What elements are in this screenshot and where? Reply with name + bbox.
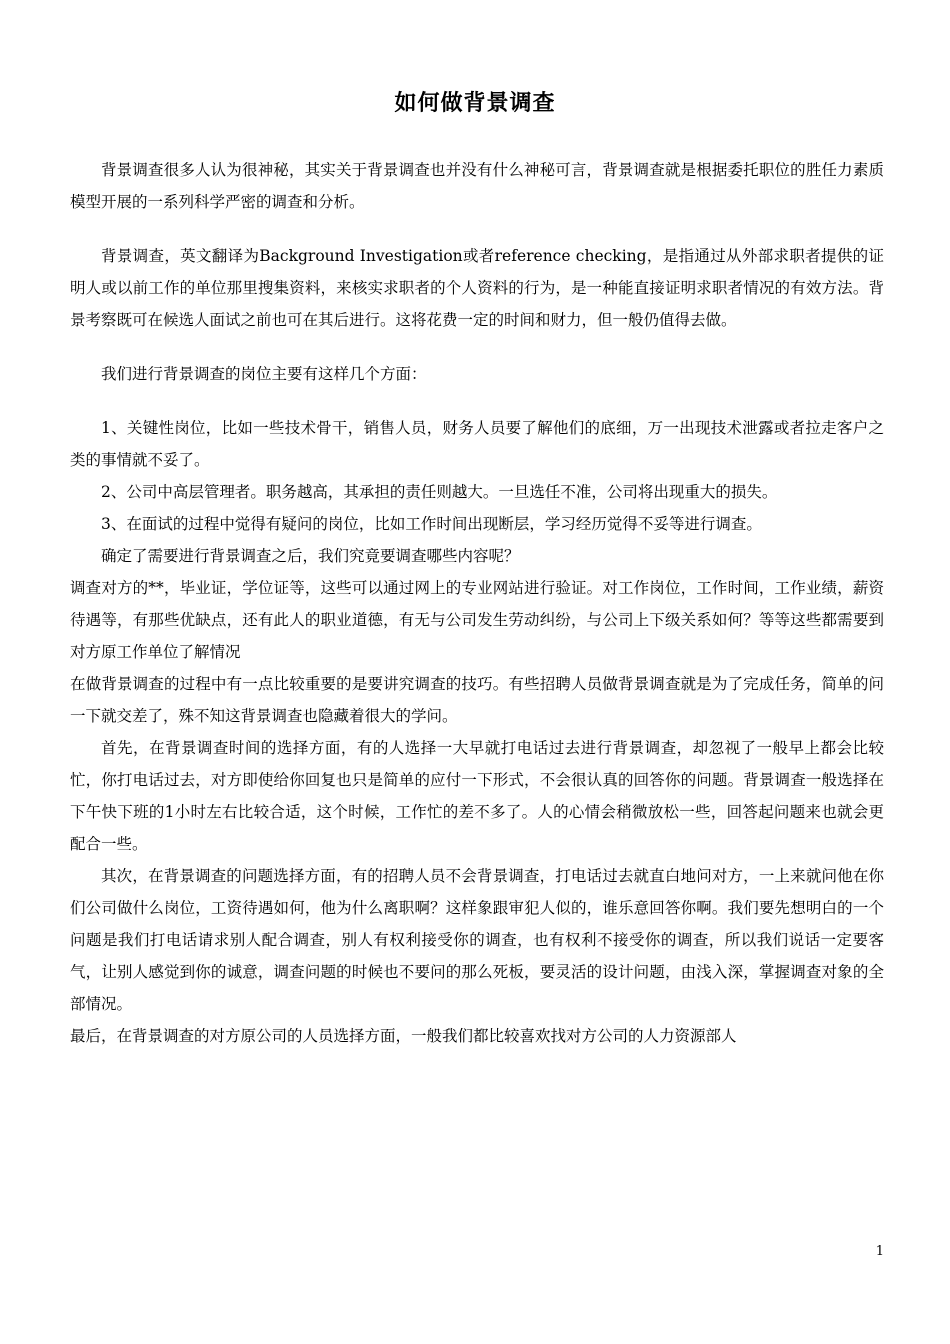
paragraph-check-contents: 调查对方的**，毕业证，学位证等，这些可以通过网上的专业网站进行验证。对工作岗位，工作时间，工作业绩，薪资待遇等，有那些优缺点，还有此人的职业道德，有无与公司发生劳动纠纷，与公司上下级关系如何？等等这些都需要到对方原工作单位了解情况 [70,579,884,661]
paragraph-positions-lead: 我们进行背景调查的岗位主要有这样几个方面： [101,365,427,383]
paragraph-contact-selection: 最后，在背景调查的对方原公司的人员选择方面，一般我们都比较喜欢找对方公司的人力资源部人 [70,1027,737,1045]
paragraph-skills: 在做背景调查的过程中有一点比较重要的是要讲究调查的技巧。有些招聘人员做背景调查就是为了完成任务，简单的问一下就交差了，殊不知这背景调查也隐藏着很大的学问。 [70,675,884,725]
list-item-key-positions: 1、关键性岗位，比如一些技术骨干，销售人员，财务人员要了解他们的底细，万一出现技术泄露或者拉走客户之类的事情就不妥了。 [70,419,884,469]
paragraph-questions: 其次，在背景调查的问题选择方面，有的招聘人员不会背景调查，打电话过去就直白地问对方，一上来就问他在你们公司做什么岗位，工资待遇如何，他为什么离职啊？这样象跟审犯人似的，谁乐意回答你啊。我们要先想明白的一个问题是我们打电话请求别人配合调查，别人有权利接受你的调查，也有权利不接受你的调查，所以我们说话一定要客气，让别人感觉到你的诚意，调查问题的时候也不要问的那么死板，要灵活的设计问题，由浅入深，掌握调查对象的全部情况。 [70,867,884,1013]
list-item-doubtful-positions: 3、在面试的过程中觉得有疑问的岗位，比如工作时间出现断层，学习经历觉得不妥等进行调查。 [101,515,762,533]
paragraph-definition: 背景调查，英文翻译为Background Investigation或者reference checking，是指通过从外部求职者提供的证明人或以前工作的单位那里搜集资料，来核实求职者的个人资料的行为，是一种能直接证明求职者情况的有效方法。背景考察既可在候选人面试之前也可在其后进行。这将花费一定的时间和财力，但一般仍值得去做。 [70,247,884,329]
paragraph-timing: 首先，在背景调查时间的选择方面，有的人选择一大早就打电话过去进行背景调查，却忽视了一般早上都会比较忙，你打电话过去，对方即使给你回复也只是简单的应付一下形式，不会很认真的回答你的问题。背景调查一般选择在下午快下班的1小时左右比较合适，这个时候，工作忙的差不多了。人的心情会稍微放松一些，回答起问题来也就会更配合一些。 [70,739,884,853]
paragraph-what-to-check: 确定了需要进行背景调查之后，我们究竟要调查哪些内容呢？ [101,547,520,565]
page-number: 1 [875,1244,884,1259]
document-title: 如何做背景调查 [394,90,556,116]
document-body [70,154,884,1052]
paragraph-intro: 背景调查很多人认为很神秘，其实关于背景调查也并没有什么神秘可言，背景调查就是根据委托职位的胜任力素质模型开展的一系列科学严密的调查和分析。 [70,161,884,211]
list-item-management: 2、公司中高层管理者。职务越高，其承担的责任则越大。一旦选任不准，公司将出现重大的损失。 [101,483,778,501]
